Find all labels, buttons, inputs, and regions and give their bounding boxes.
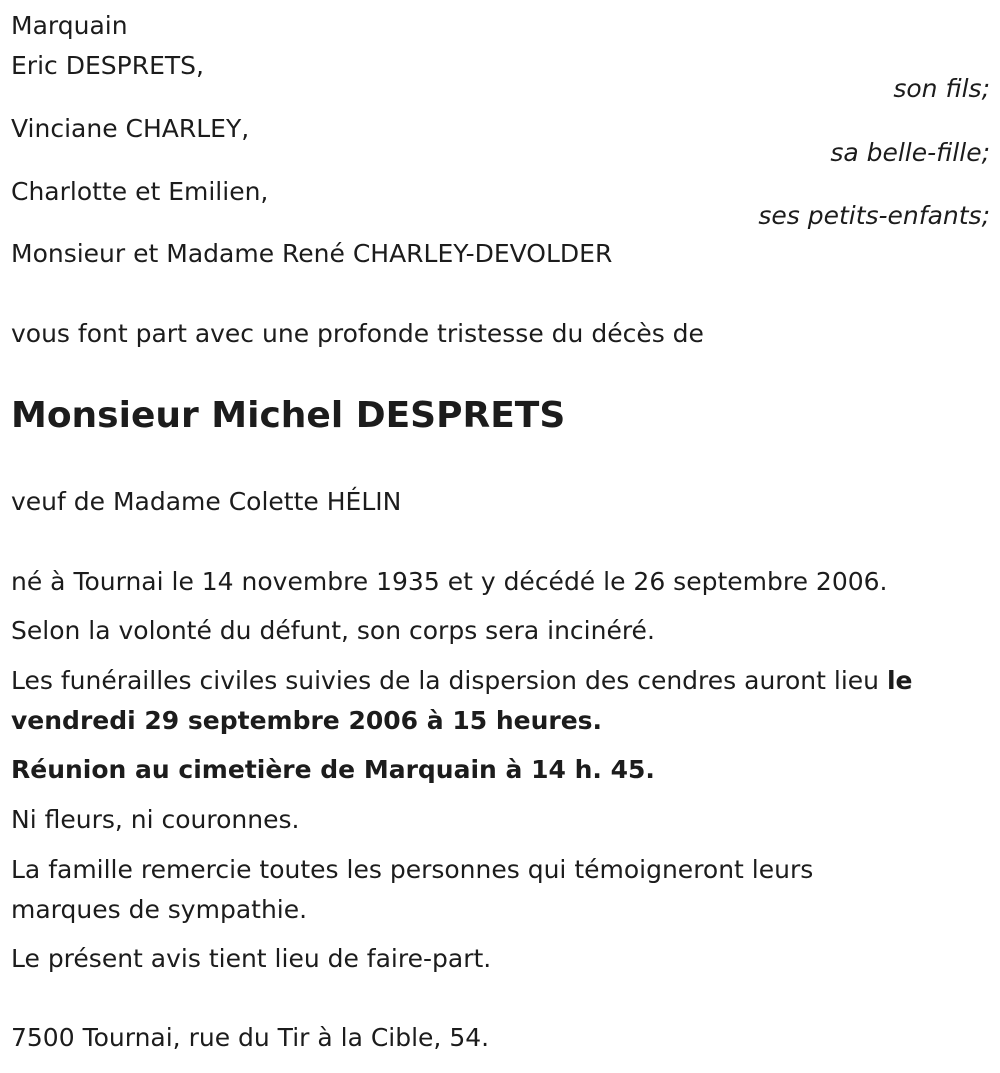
family-role-daughter-in-law: sa belle-fille; [830, 138, 990, 167]
meeting-info: Réunion au cimetière de Marquain à 14 h. 45. [11, 755, 655, 784]
funeral-date: vendredi 29 septembre 2006 à 15 heures. [11, 706, 603, 735]
funeral-date-part1: le [886, 666, 913, 695]
announcement-text: vous font part avec une profonde tristesse du décès de [11, 319, 704, 348]
notice-statement: Le présent avis tient lieu de faire-part. [11, 944, 492, 973]
funeral-intro: Les funérailles civiles suivies de la dispersion des cendres auront lieu [11, 666, 887, 695]
no-flowers: Ni fleurs, ni couronnes. [11, 805, 300, 834]
birth-death-dates: né à Tournai le 14 novembre 1935 et y décédé le 26 septembre 2006. [11, 567, 888, 596]
place: Marquain [11, 11, 128, 40]
family-member-in-laws: Monsieur et Madame René CHARLEY-DEVOLDER [11, 239, 613, 268]
cremation-text: Selon la volonté du défunt, son corps sera incinéré. [11, 616, 655, 645]
thanks-line-2: marques de sympathie. [11, 895, 308, 924]
family-member-grandchildren: Charlotte et Emilien, [11, 177, 269, 206]
address: 7500 Tournai, rue du Tir à la Cible, 54. [11, 1023, 490, 1052]
funeral-details [11, 661, 913, 701]
family-member-son: Eric DESPRETS, [11, 51, 204, 80]
family-member-daughter-in-law: Vinciane CHARLEY, [11, 114, 250, 143]
widower-of: veuf de Madame Colette HÉLIN [11, 487, 402, 516]
family-role-grandchildren: ses petits-enfants; [758, 201, 990, 230]
family-role-son: son fils; [893, 74, 990, 103]
thanks-line-1: La famille remercie toutes les personnes qui témoigneront leurs [11, 855, 814, 884]
deceased-name: Monsieur Michel DESPRETS [11, 395, 566, 436]
